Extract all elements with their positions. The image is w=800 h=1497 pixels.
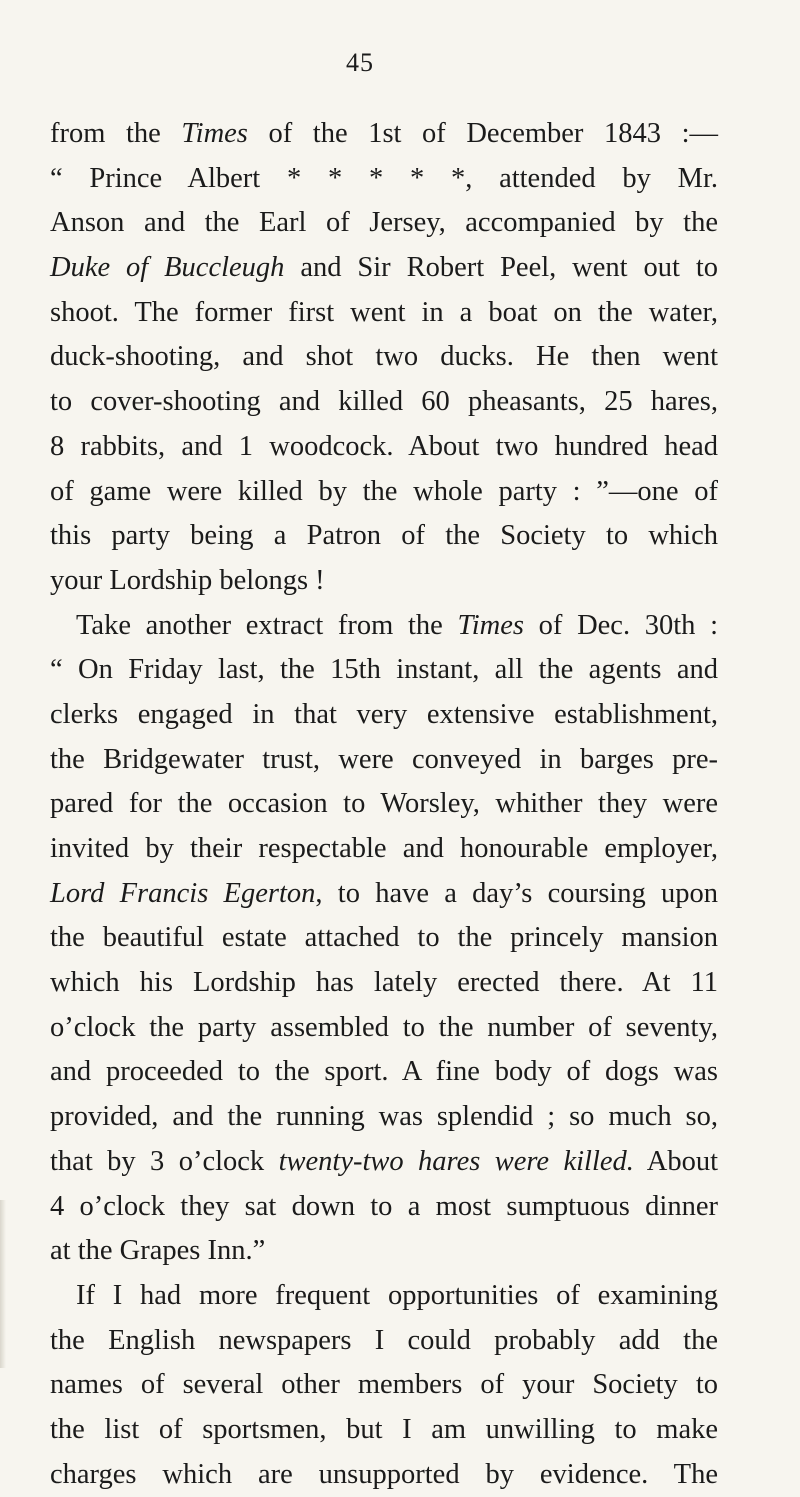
italic-text-run: Lord Francis Egerton [50, 877, 316, 909]
text-run: of Dec. 30th : [524, 609, 718, 641]
paragraph [50, 112, 718, 604]
text-run: provided, and the running was splendid ; so much so, [50, 1101, 718, 1133]
text-run: 4 o’clock they sat down to a most sumptuous dinner [50, 1190, 718, 1222]
text-line [50, 738, 718, 783]
text-line [50, 470, 718, 515]
text-line [50, 1274, 718, 1319]
text-run: “ Prince Albert * * * * *, attended by Mr. [50, 162, 718, 194]
text-run: Anson and the Earl of Jersey, accompanied by the [50, 207, 718, 239]
text-line [50, 1319, 718, 1364]
text-line [50, 1453, 718, 1497]
text-line [50, 1229, 718, 1274]
text-run: pared for the occasion to Worsley, whither they were [50, 788, 718, 820]
text-run: “ On Friday last, the 15th instant, all the agents and [50, 654, 718, 686]
text-line [50, 1095, 718, 1140]
text-run: shoot. The former first went in a boat on the water, [50, 296, 718, 328]
text-run: which his Lordship has lately erected there. At 11 [50, 967, 718, 999]
paragraph [50, 1274, 718, 1497]
text-run: invited by their respectable and honourable employer, [50, 833, 718, 864]
text-line [50, 693, 718, 738]
text-line [50, 201, 718, 246]
text-line [50, 1140, 718, 1185]
text-line [50, 916, 718, 961]
text-run: from the [50, 118, 182, 149]
italic-text-run: Times [457, 609, 525, 641]
text-line [50, 1050, 718, 1095]
text-run: o’clock the party assembled to the number of seventy, [50, 1011, 718, 1043]
binding-edge-shadow [0, 1200, 6, 1368]
text-line [50, 648, 718, 693]
text-run: , to have a day’s coursing upon [315, 877, 718, 909]
text-run: 8 rabbits, and 1 woodcock. About two hundred head [50, 430, 718, 462]
text-run: the Bridgewater trust, were conveyed in barges pre- [50, 743, 718, 775]
text-line [50, 782, 718, 827]
body-text [50, 112, 718, 1497]
text-line [50, 559, 718, 604]
text-run: and Sir Robert Peel, went out to [284, 252, 719, 284]
text-line [50, 961, 718, 1006]
text-line [50, 1408, 718, 1453]
text-run: the list of sportsmen, but I am unwilling to make [50, 1413, 718, 1445]
text-line [50, 380, 718, 425]
text-line [50, 425, 718, 470]
text-line [50, 872, 718, 917]
text-line [50, 157, 718, 202]
text-run: that by 3 o’clock [50, 1145, 279, 1177]
italic-text-run: Duke of Buccleugh [50, 252, 285, 284]
text-run: at the Grapes Inn.” [50, 1235, 266, 1267]
text-run: clerks engaged in that very extensive establishment, [50, 698, 718, 730]
text-line [50, 827, 718, 872]
text-run: this party being a Patron of the Society to which [50, 520, 718, 552]
italic-text-run: Times [181, 118, 248, 149]
text-run: duck-shooting, and shot two ducks. He then went [50, 341, 718, 373]
text-run: Take another extract from the [76, 609, 458, 641]
text-run: and proceeded to the sport. A fine body of dogs was [50, 1056, 718, 1088]
text-run: of game were killed by the whole party : ”—one of [50, 475, 718, 507]
italic-text-run: twenty-two hares were killed. [278, 1145, 634, 1177]
text-run: the beautiful estate attached to the princely mansion [50, 922, 718, 954]
text-line [50, 112, 718, 157]
text-run: to cover-shooting and killed 60 pheasants, 25 hares, [50, 386, 718, 418]
text-run: the English newspapers I could probably add the [50, 1324, 718, 1356]
text-line [50, 246, 718, 291]
text-line [50, 1363, 718, 1408]
text-run: If I had more frequent opportunities of examining [76, 1279, 718, 1311]
paragraph [50, 604, 718, 1274]
text-line [50, 604, 718, 649]
text-line [50, 1185, 718, 1230]
text-line [50, 514, 718, 559]
text-run: your Lordship belongs ! [50, 564, 325, 596]
text-run: About [633, 1145, 718, 1177]
text-line [50, 335, 718, 380]
page-number: 45 [346, 48, 374, 77]
text-run: of the 1st of December 1843 :— [247, 118, 718, 149]
text-run: names of several other members of your Society to [50, 1369, 718, 1401]
text-line [50, 1006, 718, 1051]
text-run: charges which are unsupported by evidence. The [50, 1458, 718, 1490]
text-line [50, 291, 718, 336]
